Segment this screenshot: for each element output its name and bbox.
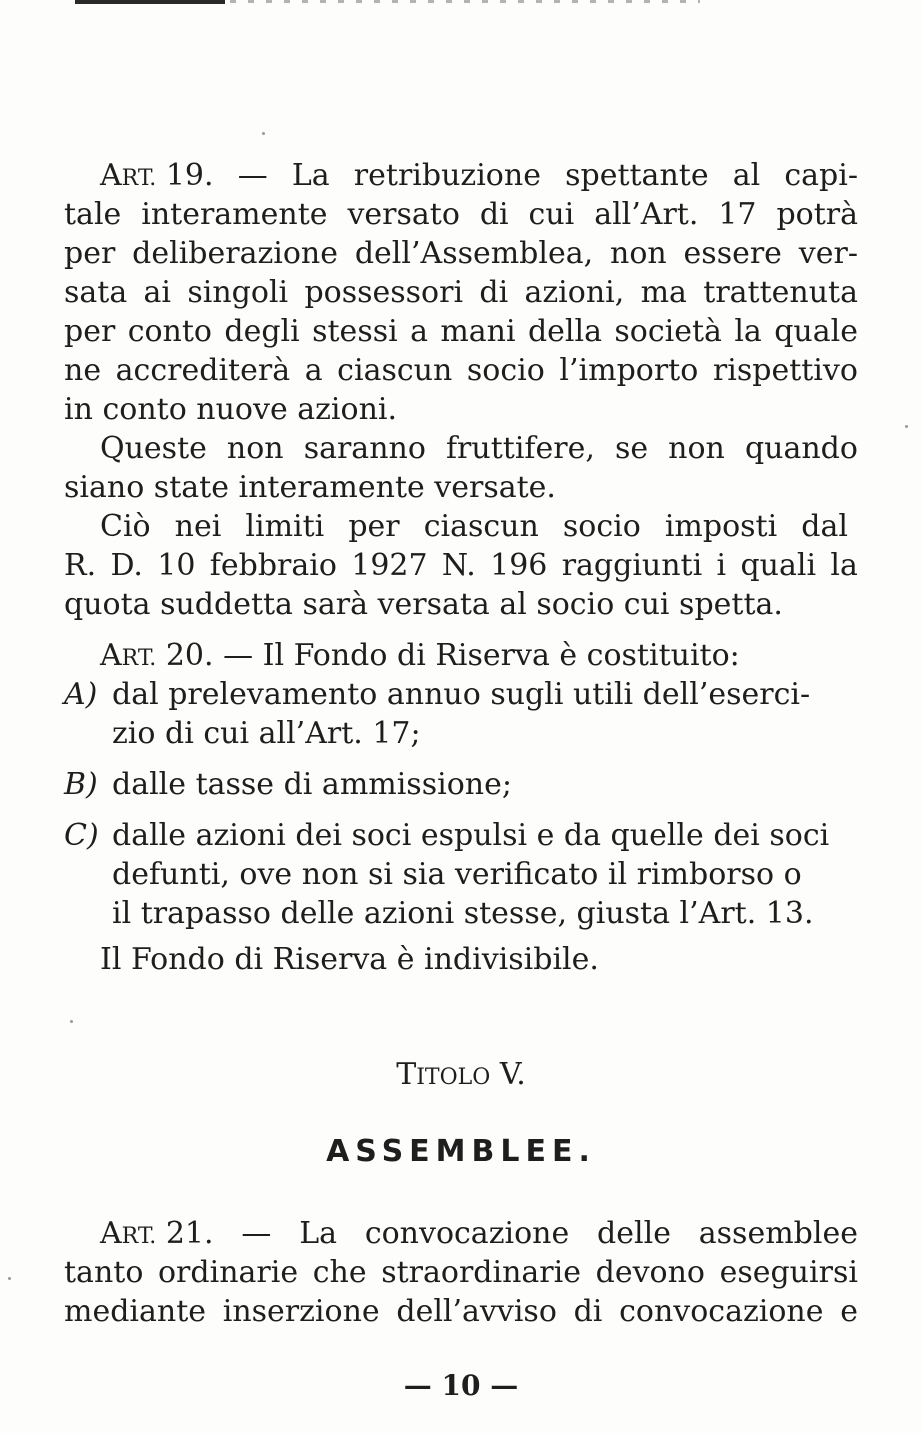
word: all’Art.: [594, 197, 699, 232]
word: mani: [440, 314, 516, 349]
word: convocazione: [364, 1216, 570, 1251]
word: non: [610, 236, 667, 271]
word: società: [614, 314, 722, 349]
word: imposti: [664, 509, 778, 544]
word: fruttifere,: [445, 431, 595, 466]
word: socio: [466, 353, 545, 388]
scan-speck: [905, 425, 908, 428]
word: Ciò: [100, 509, 151, 544]
word: raggiunti: [561, 548, 703, 583]
section-heading: ASSEMBLEE.: [326, 1134, 596, 1169]
art20-heading: [100, 638, 740, 677]
word: D.: [110, 548, 143, 583]
item-b-line-1: dalle tasse di ammissione;: [112, 767, 512, 802]
art21-line-2: [64, 1255, 858, 1291]
word: La: [299, 1216, 337, 1251]
word: convocazione: [619, 1294, 824, 1329]
item-a-letter: A): [64, 677, 98, 712]
word: a: [410, 314, 428, 349]
word: 196: [490, 548, 548, 583]
art19-line-11: [64, 548, 858, 584]
item-a-line-1: dal prelevamento annuo sugli utili dell’eserci-: [112, 677, 811, 712]
word: versato: [347, 197, 460, 232]
word: dell’avviso: [396, 1294, 557, 1329]
word: N.: [441, 548, 476, 583]
word: socio: [562, 509, 641, 544]
word: ai: [143, 275, 172, 310]
word: sata: [64, 275, 128, 310]
word: non: [668, 431, 725, 466]
item-c-letter: C): [64, 818, 99, 853]
titolo-first: T: [396, 1057, 417, 1092]
art19-line-1: [100, 158, 858, 197]
art19-line-3: [64, 236, 858, 272]
word: devono: [595, 1255, 705, 1290]
word: l’importo: [559, 353, 699, 388]
page-number: — 10 —: [403, 1369, 519, 1402]
word: conto: [127, 314, 212, 349]
word: cui: [528, 197, 575, 232]
word: singoli: [187, 275, 289, 310]
top-rule-faint: [230, 0, 700, 3]
word: nei: [174, 509, 222, 544]
word: spettante: [565, 158, 709, 193]
art19-line-4: [64, 275, 858, 311]
word: assemblee: [698, 1216, 858, 1251]
titolo-numeral: V.: [499, 1057, 526, 1092]
word: 17: [718, 197, 757, 232]
art19-line-2: [64, 197, 858, 233]
art19-label: ART. 19.: [100, 158, 214, 193]
word: trattenuta: [703, 275, 858, 310]
word: se: [614, 431, 649, 466]
art21-label: ART. 21.: [100, 1216, 214, 1251]
titolo-heading: [0, 1057, 922, 1096]
art20-closing: Il Fondo di Riserva è indivisibile.: [100, 942, 599, 977]
word: della: [527, 314, 603, 349]
word: che: [312, 1255, 367, 1290]
word: per: [64, 236, 116, 271]
art19-line-8: [100, 431, 858, 467]
item-c-line-2: defunti, ove non si sia verificato il rimborso o: [112, 857, 802, 892]
word: non: [226, 431, 284, 466]
word: interamente: [141, 197, 328, 232]
word: possessori: [304, 275, 464, 310]
word: ma: [640, 275, 687, 310]
word: inserzione: [222, 1294, 380, 1329]
word: quando: [744, 431, 858, 466]
word: accrediterà: [115, 353, 291, 388]
item-c-line-1: dalle azioni dei soci espulsi e da quelle dei soci: [112, 818, 830, 853]
art19-line-12: quota suddetta sarà versata al socio cui spetta.: [64, 587, 783, 622]
word: eseguirsi: [719, 1255, 858, 1290]
scan-speck: [262, 132, 265, 135]
word: La: [291, 158, 330, 193]
word: di: [573, 1294, 603, 1329]
item-b-letter: B): [64, 767, 98, 802]
item-a-line-2: zio di cui all’Art. 17;: [112, 716, 421, 751]
scan-speck: [8, 1277, 11, 1280]
word: a: [304, 353, 323, 388]
word: ver-: [798, 236, 858, 271]
word: i: [716, 548, 727, 583]
word: per: [64, 314, 116, 349]
art21-line-1: [100, 1216, 858, 1255]
art19-line-10: [100, 509, 848, 545]
word: ciascun: [337, 353, 453, 388]
word: la: [734, 314, 762, 349]
word: saranno: [303, 431, 426, 466]
word: mediante: [64, 1294, 207, 1329]
top-rule: [75, 0, 225, 4]
word: potrà: [776, 197, 858, 232]
item-c-line-3: il trapasso delle azioni stesse, giusta l’Art. 13.: [112, 896, 814, 931]
art19-line-7: in conto nuove azioni.: [64, 392, 398, 427]
word: dell’Assemblea,: [354, 236, 594, 271]
word: tanto: [64, 1255, 144, 1290]
word: di: [479, 275, 509, 310]
art20-label: ART. 20.: [100, 638, 214, 673]
word: ne: [64, 353, 102, 388]
word: per: [348, 509, 400, 544]
word: deliberazione: [132, 236, 339, 271]
word: tale: [64, 197, 122, 232]
word: rispettivo: [712, 353, 858, 388]
word: —: [237, 158, 268, 193]
word: degli: [224, 314, 300, 349]
word: retribuzione: [353, 158, 541, 193]
word: ciascun: [423, 509, 539, 544]
word: dal: [801, 509, 848, 544]
word: limiti: [245, 509, 325, 544]
scan-speck: [70, 1020, 73, 1023]
titolo-rest: ITOLO: [416, 1065, 491, 1090]
art19-line-6: [64, 353, 858, 389]
word: essere: [683, 236, 782, 271]
word: 1927: [351, 548, 428, 583]
art19-line-5: [64, 314, 858, 350]
word: quali: [740, 548, 817, 583]
word: R.: [64, 548, 97, 583]
word: 10: [157, 548, 196, 583]
art21-line-3: [64, 1294, 858, 1330]
word: e: [840, 1294, 858, 1329]
word: la: [830, 548, 858, 583]
word: —: [241, 1216, 272, 1251]
word: al: [732, 158, 761, 193]
word: ordinarie: [158, 1255, 299, 1290]
word: capi-: [784, 158, 858, 193]
art20-intro: — Il Fondo di Riserva è costituito:: [223, 638, 740, 673]
word: quale: [774, 314, 858, 349]
word: Queste: [100, 431, 207, 466]
word: azioni,: [524, 275, 625, 310]
word: di: [479, 197, 509, 232]
word: stessi: [312, 314, 398, 349]
art19-line-9: siano state interamente versate.: [64, 470, 556, 505]
word: delle: [597, 1216, 671, 1251]
word: febbraio: [209, 548, 337, 583]
word: straordinarie: [381, 1255, 581, 1290]
